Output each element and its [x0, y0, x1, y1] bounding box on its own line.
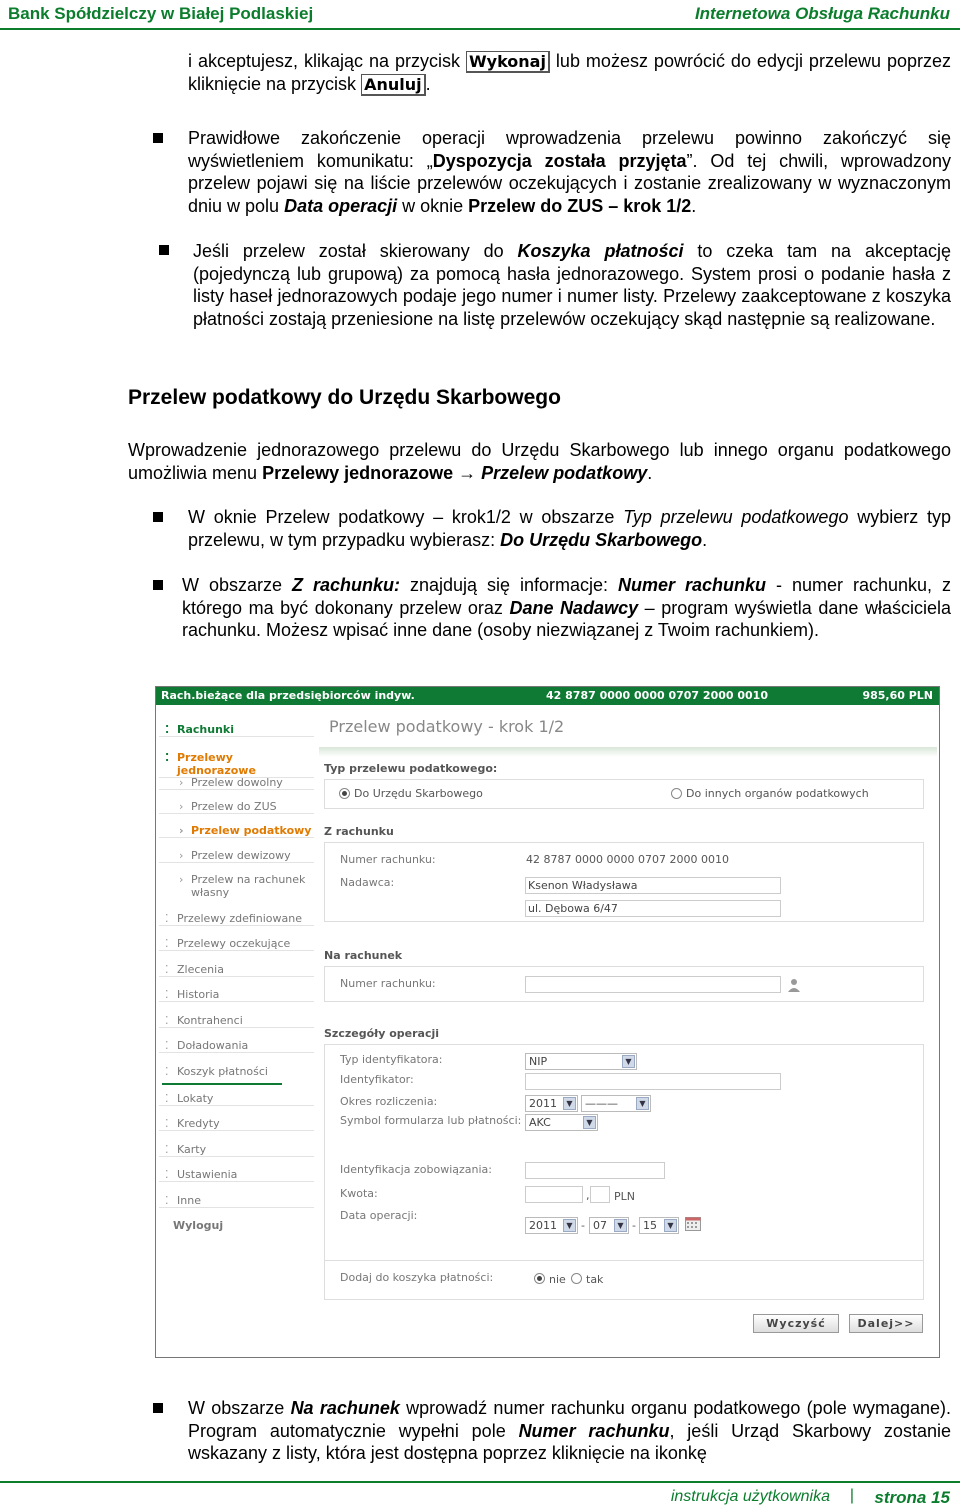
- date-label: Data operacji:: [340, 1209, 418, 1222]
- menu-lokaty[interactable]: ⁚ Lokaty: [159, 1092, 314, 1106]
- service-name: Internetowa Obsługa Rachunku: [694, 4, 950, 23]
- bullet-icon: [159, 245, 169, 255]
- menu-karty[interactable]: ⁚ Karty: [159, 1143, 314, 1157]
- menu-przelew-zus[interactable]: › Przelew do ZUS: [159, 800, 314, 814]
- page-number: strona 15: [874, 1488, 950, 1507]
- from-account-label: Numer rachunku:: [340, 853, 436, 866]
- paragraph-intro: Wprowadzenie jednorazowego przelewu do Urzędu Skarbowego lub innego organu podatkowego umożliwia menu Przelewy jednorazowe → Przelew podatkowy.: [128, 440, 951, 483]
- form-title: Przelew podatkowy - krok 1/2: [329, 717, 565, 736]
- bullet-icon: [153, 580, 163, 590]
- currency-label: PLN: [614, 1190, 635, 1203]
- menu-przelewy-oczekujace[interactable]: ⁚ Przelewy oczekujące: [159, 937, 314, 951]
- menu-przelewy-zdefiniowane[interactable]: ⁚ Przelewy zdefiniowane: [159, 912, 314, 926]
- bullet-success: Prawidłowe zakończenie operacji wprowadzenia przelewu powinno zakończyć się wyświetleniem komunikatu: „Dyspozycja została przyjęta”. Od tej chwili, wprowadzony przelew pojawi się na liście przelewów oczekujących i zostanie zrealizowany w wyznaczonym dniu w polu Data operacji w oknie Przelew do ZUS – krok 1/2.: [188, 128, 951, 216]
- menu-zlecenia[interactable]: ⁚ Zlecenia: [159, 963, 314, 977]
- menu-kredyty[interactable]: ⁚ Kredyty: [159, 1117, 314, 1131]
- period-label: Okres rozliczenia:: [340, 1095, 438, 1108]
- menu-przelewy-jednorazowe[interactable]: ⁚ Przelewy jednorazowe: [159, 751, 314, 778]
- bullet-to-account: W obszarze Na rachunek wprowadź numer rachunku organu podatkowego (pole wymagane). Program automatycznie wypełni pole Numer rachunku, jeśli Urząd Skarbowy zostanie wskazany z listy, która jest dostępna poprzez kliknięcie na ikonkę: [188, 1398, 952, 1463]
- radio-basket-yes-label: tak: [586, 1273, 604, 1286]
- wykonaj-button-ref: Wykonaj: [466, 51, 550, 73]
- sender-label: Nadawca:: [340, 876, 395, 889]
- chevron-down-icon: ▼: [583, 1116, 596, 1129]
- amount-input[interactable]: [525, 1186, 583, 1203]
- amount-separator: ,: [586, 1189, 590, 1202]
- amount-label: Kwota:: [340, 1187, 378, 1200]
- date-year-select[interactable]: 2011 ▼: [525, 1217, 578, 1234]
- radio-us-label: Do Urzędu Skarbowego: [354, 787, 483, 800]
- obligation-label: Identyfikacja zobowiązania:: [340, 1163, 492, 1176]
- clear-button[interactable]: Wyczyść: [753, 1314, 839, 1333]
- footer-label: instrukcja użytkownika: [670, 1488, 830, 1505]
- account-balance: 985,60 PLN: [862, 689, 933, 702]
- basket-label: Dodaj do koszyka płatności:: [340, 1271, 494, 1284]
- date-dash-2: -: [632, 1219, 636, 1232]
- bank-name: Bank Spółdzielczy w Białej Podlaskiej: [8, 4, 314, 23]
- radio-basket-no-label: nie: [549, 1273, 566, 1286]
- id-type-label: Typ identyfikatora:: [340, 1053, 443, 1066]
- symbol-label: Symbol formularza lub płatności:: [340, 1114, 522, 1127]
- menu-przelew-dewizowy[interactable]: › Przelew dewizowy: [159, 849, 314, 863]
- id-type-select[interactable]: NIP ▼: [525, 1053, 637, 1070]
- menu-ustawienia[interactable]: ⁚ Ustawienia: [159, 1168, 314, 1182]
- next-button[interactable]: Dalej>>: [849, 1314, 923, 1333]
- section-z-rachunku: Z rachunku: [324, 825, 394, 838]
- chevron-down-icon: ▼: [563, 1097, 576, 1110]
- chevron-down-icon: ▼: [563, 1219, 576, 1232]
- sender-name-input[interactable]: Ksenon Władysława: [525, 877, 781, 894]
- bullet-icon: [153, 133, 163, 143]
- logout-link[interactable]: Wyloguj: [173, 1219, 224, 1232]
- app-screenshot: [155, 686, 940, 1358]
- to-account-label: Numer rachunku:: [340, 977, 436, 990]
- footer-separator: |: [849, 1487, 854, 1504]
- bullet-icon: [153, 1403, 163, 1413]
- to-account-input[interactable]: [525, 976, 781, 993]
- menu-kontrahenci[interactable]: ⁚ Kontrahenci: [159, 1014, 314, 1028]
- symbol-select[interactable]: AKC ▼: [525, 1114, 598, 1131]
- paragraph-confirm: i akceptujesz, klikając na przycisk Wykonaj lub możesz powrócić do edycji przelewu poprzez kliknięcie na przycisk Anuluj .: [188, 51, 951, 94]
- section-na-rachunek: Na rachunek: [324, 949, 403, 962]
- title-underline: [319, 747, 937, 757]
- page-header: [0, 0, 960, 30]
- menu-doladowania[interactable]: ⁚ Doładowania: [159, 1039, 314, 1053]
- account-number: 42 8787 0000 0000 0707 2000 0010: [546, 689, 768, 702]
- bullet-icon: [153, 512, 163, 522]
- chevron-down-icon: ▼: [614, 1219, 627, 1232]
- menu-przelew-dowolny[interactable]: › Przelew dowolny: [159, 776, 314, 790]
- from-account-value: 42 8787 0000 0000 0707 2000 0010: [526, 853, 729, 866]
- user-list-icon[interactable]: [788, 977, 800, 991]
- section-szczegoly: Szczegóły operacji: [324, 1027, 440, 1040]
- menu-koszyk[interactable]: ⁚ Koszyk płatności: [159, 1065, 314, 1078]
- menu-inne[interactable]: ⁚ Inne: [159, 1194, 314, 1208]
- radio-inne-label: Do innych organów podatkowych: [686, 787, 869, 800]
- period-year-select[interactable]: 2011 ▼: [525, 1095, 578, 1112]
- date-month-select[interactable]: 07 ▼: [589, 1217, 629, 1234]
- account-type: Rach.bieżące dla przedsiębiorców indyw.: [161, 689, 415, 702]
- menu-historia[interactable]: ⁚ Historia: [159, 988, 314, 1002]
- identifier-label: Identyfikator:: [340, 1073, 414, 1086]
- chevron-down-icon: ▼: [664, 1219, 677, 1232]
- menu-divider: [162, 1083, 282, 1085]
- bullet-basket: Jeśli przelew został skierowany do Koszyka płatności to czeka tam na akceptację (pojedynczą lub grupową) za pomocą hasła jednorazowego. System prosi o podanie hasła z listy haseł jednorazowych podaje jego numer i numer listy. Przelewy zaakceptowane z koszyka płatności zostają przeniesione na listę przelewów oczekujący skąd następnie są realizowane.: [193, 241, 951, 329]
- radio-inne[interactable]: [671, 788, 682, 799]
- form-panel: [319, 709, 939, 1357]
- side-menu: [159, 709, 319, 1357]
- identifier-input[interactable]: [525, 1073, 781, 1090]
- page-footer: [0, 1481, 960, 1507]
- account-bar: [156, 687, 939, 705]
- menu-przelew-wlasny[interactable]: › Przelew na rachunek własny: [159, 873, 314, 899]
- radio-basket-yes[interactable]: [571, 1273, 582, 1284]
- section-typ: Typ przelewu podatkowego:: [324, 762, 498, 775]
- sender-address-input[interactable]: ul. Dębowa 6/47: [525, 900, 781, 917]
- menu-przelew-podatkowy[interactable]: › Przelew podatkowy: [159, 824, 314, 838]
- radio-us[interactable]: [339, 788, 350, 799]
- section-heading: Przelew podatkowy do Urzędu Skarbowego: [128, 386, 561, 409]
- date-dash-1: -: [581, 1219, 585, 1232]
- menu-rachunki[interactable]: ⁚ Rachunki: [159, 723, 314, 737]
- radio-basket-no[interactable]: [534, 1273, 545, 1284]
- obligation-input[interactable]: [525, 1162, 665, 1179]
- chevron-down-icon: ▼: [636, 1097, 649, 1110]
- amount-cents-input[interactable]: [590, 1186, 610, 1203]
- bullet-type: W oknie Przelew podatkowy – krok1/2 w obszarze Typ przelewu podatkowego wybierz typ przelewu, w tym przypadku wybierasz: Do Urzędu Skarbowego.: [188, 507, 951, 550]
- period-select[interactable]: ——— ▼: [581, 1095, 651, 1112]
- chevron-down-icon: ▼: [622, 1055, 635, 1068]
- anuluj-button-ref: Anuluj: [361, 74, 426, 96]
- date-day-select[interactable]: 15 ▼: [639, 1217, 679, 1234]
- calendar-icon[interactable]: [685, 1216, 701, 1230]
- bullet-from-account: W obszarze Z rachunku: znajdują się informacje: Numer rachunku - numer rachunku, z którego ma być dokonany przelew oraz Dane Nadawcy – program wyświetla dane właściciela rachunku. Możesz wpisać inne dane (osoby niezwiązanej z Twoim rachunkiem).: [182, 575, 951, 640]
